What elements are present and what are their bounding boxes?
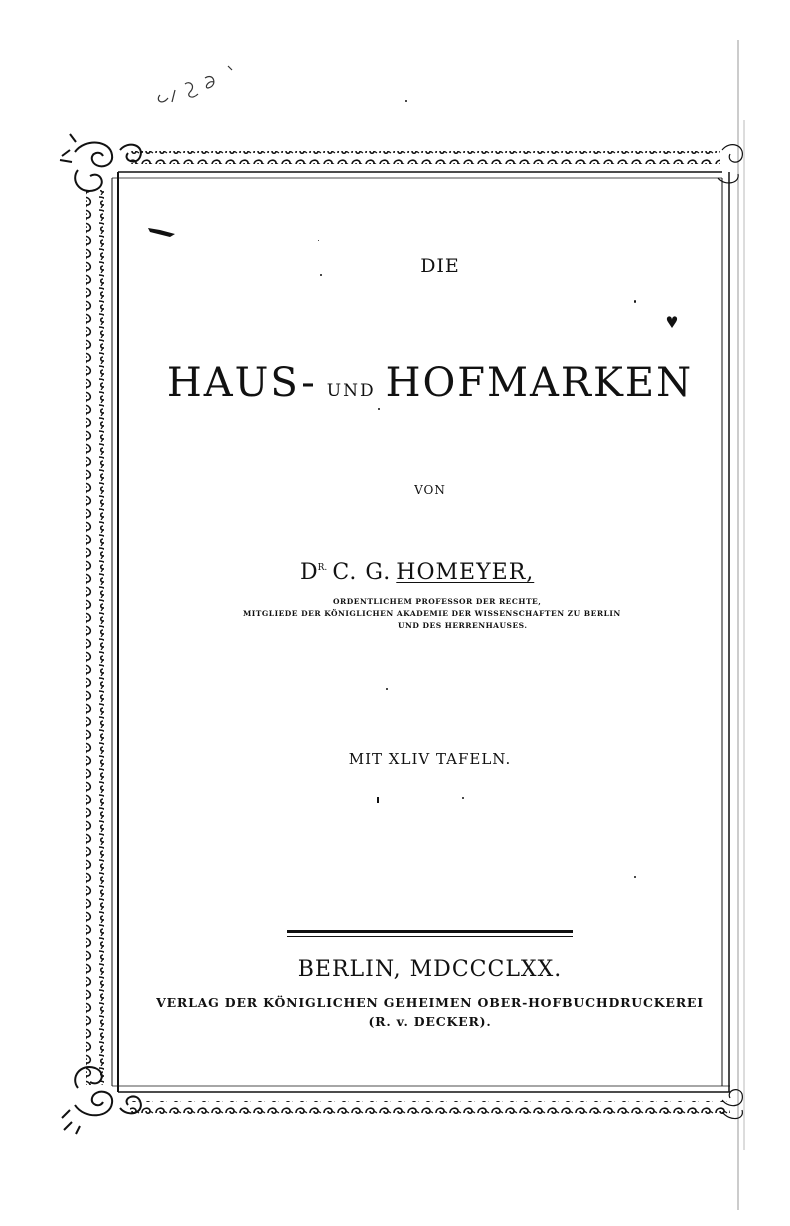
affiliation-line-2: MITGLIEDE DER KÖNIGLICHEN AKADEMIE DER WISSENSCHAFTEN ZU BERLIN — [243, 609, 621, 618]
publisher-line: VERLAG DER KÖNIGLICHEN GEHEIMEN OBER-HOFBUCHDRUCKEREI — [156, 995, 704, 1010]
book-title — [0, 360, 790, 406]
by-line: VON — [414, 483, 446, 497]
author-prefix-sup: R. — [317, 563, 328, 573]
title-article: DIE — [420, 255, 460, 277]
author-prefix: $D^{R.}$ — [300, 560, 328, 585]
divider-rule-thick — [287, 930, 573, 933]
title-middle: UND — [326, 381, 376, 401]
author-initials: C. G. — [332, 560, 392, 585]
title-left: HAUS- — [166, 360, 317, 406]
author-name — [300, 560, 534, 585]
author-surname: HOMEYER, — [396, 560, 535, 585]
divider-rule-thin — [287, 936, 573, 937]
affiliation-line-1: ORDENTLICHEM PROFESSOR DER RECHTE, — [333, 597, 542, 606]
affiliation-line-3: UND DES HERRENHAUSES. — [398, 621, 528, 630]
title-right: HOFMARKEN — [385, 360, 694, 406]
corner-scroll-icon — [60, 134, 742, 1134]
plates-note: MIT XLIV TAFELN. — [348, 750, 512, 768]
imprint-place-year: BERLIN, MDCCCLXX. — [297, 957, 563, 982]
publisher-name: (R. v. DECKER). — [368, 1014, 492, 1029]
handwritten-pencil-mark-icon — [158, 66, 232, 102]
